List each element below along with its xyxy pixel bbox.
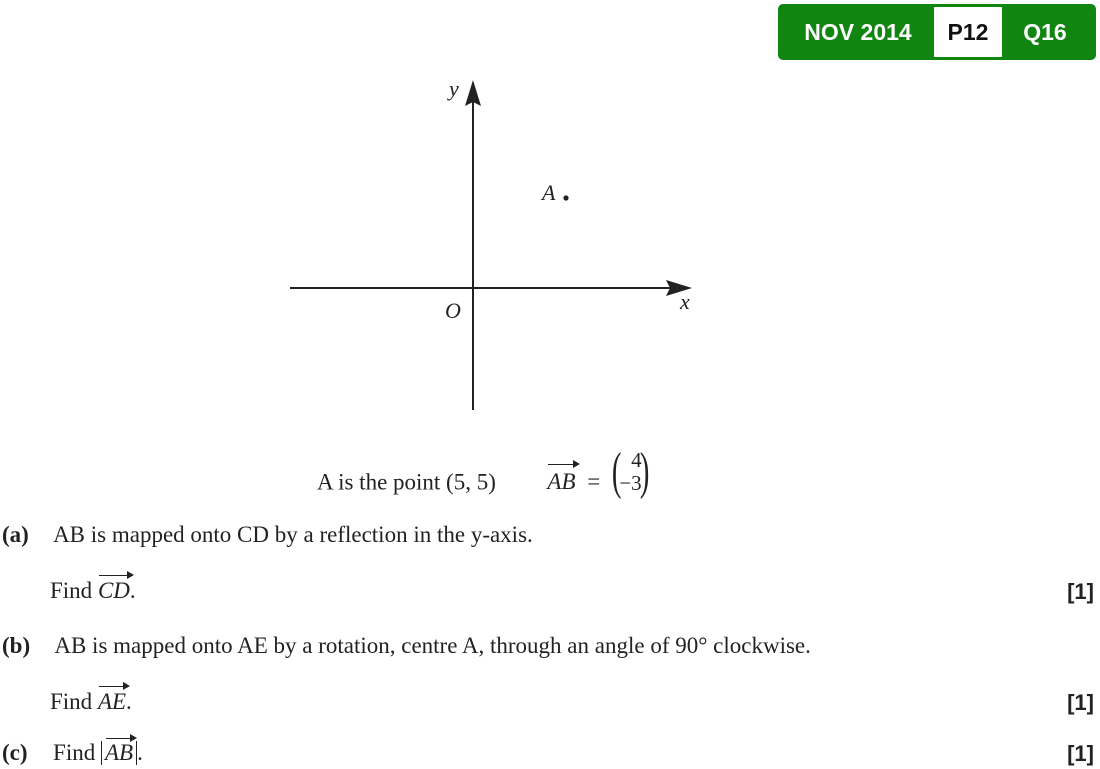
column-vector [608,443,653,500]
part-b-period: . [126,689,132,714]
right-bracket: ) [639,443,650,500]
origin-label: O [445,298,461,323]
part-c-period: . [137,740,143,765]
part-b-marks: [1] [1067,690,1094,715]
part-a-task [50,578,136,604]
given-vector-name: AB [547,467,575,497]
x-axis-label: x [680,289,690,314]
part-c-vector: AB [104,740,134,765]
part-c-marks: [1] [1067,741,1094,766]
part-a-text: AB is mapped onto CD by a reflection in the y-axis. [53,522,533,547]
paper-number: P12 [934,7,1002,57]
question-number: Q16 [1023,18,1067,45]
part-b-label: (b) [2,633,31,658]
part-c-question [2,740,143,766]
part-a-period: . [129,578,136,603]
vector-top-value: 4 [631,448,642,472]
part-b-task [50,689,132,715]
point-a-label: A [542,180,556,205]
part-a-find: Find [50,578,93,603]
part-b-text: AB is mapped onto AE by a rotation, centre A, through an angle of 90° clockwise. [54,633,811,658]
part-b-vector: AE [97,689,127,714]
y-axis-label: y [449,76,459,101]
part-c-find: Find [53,740,96,765]
left-bracket: ( [611,443,622,500]
point-statement: A is the point (5, 5) [317,469,496,495]
magnitude-bars [101,741,137,765]
equals-sign: = [587,469,601,495]
part-c-label: (c) [2,740,28,765]
point-a-marker [563,195,568,200]
part-a-label: (a) [2,522,29,547]
part-a-question [2,522,533,548]
part-b-find: Find [50,689,93,714]
part-a-marks: [1] [1067,579,1094,604]
part-a-vector: CD [97,578,130,603]
given-info [317,443,653,502]
vector-bottom-value: −3 [619,471,642,495]
part-b-question [2,633,811,659]
exam-session: NOV 2014 [804,18,912,45]
